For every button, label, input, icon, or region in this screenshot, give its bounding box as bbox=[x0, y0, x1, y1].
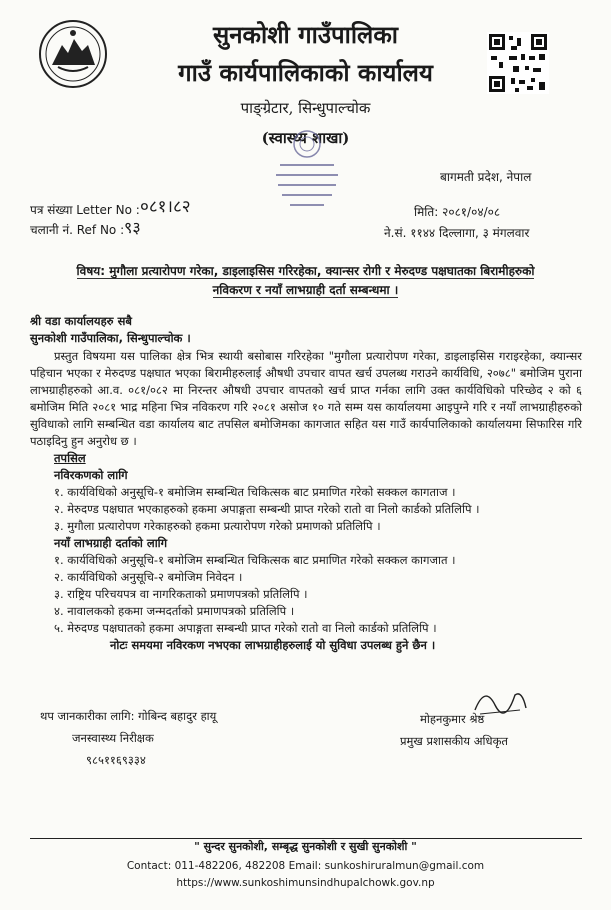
renewal-item: ३. मुगौला प्रत्यारोपण गरेकाहरुको हकमा प्रत्यारोपण गरेको प्रमाणको प्रतिलिपि । bbox=[54, 519, 381, 533]
addressee-line-1: श्री वडा कार्यालयहरु सबै bbox=[30, 314, 132, 328]
ref-number-value: ९३ bbox=[124, 218, 141, 237]
office-name: गाउँ कार्यपालिकाको कार्यालय bbox=[178, 58, 433, 87]
renewal-heading: नविरकणको लागि bbox=[54, 468, 128, 482]
new-item: ३. राष्ट्रिय परिचयपत्र वा नागरिकताको प्रमाणपत्रको प्रतिलिपि । bbox=[54, 587, 308, 601]
new-item: २. कार्यविधिको अनुसूचि-२ बमोजिम निवेदन । bbox=[54, 570, 243, 584]
office-address: पाङ्ग्रेटार, सिन्धुपाल्चोक bbox=[240, 99, 371, 117]
signatory-name: मोहनकुमार श्रेष्ठ bbox=[420, 712, 485, 726]
subject bbox=[40, 262, 571, 300]
new-item: ५. मेरुदण्ड पक्षघातको हकमा अपाङ्गता सम्बन्धी प्राप्त गरेको रातो वा निलो कार्डको प्रतिलिपि । bbox=[54, 621, 437, 635]
contact-title: जनस्वास्थ्य निरीक्षक bbox=[72, 731, 154, 745]
tapasil-heading: तपसिल bbox=[54, 451, 86, 465]
body-text bbox=[30, 348, 582, 654]
letter-number-label: पत्र संख्या Letter No : bbox=[30, 203, 140, 217]
letter-number-value: ०८१।८२ bbox=[140, 197, 191, 217]
contact-person: थप जानकारीका लागि: गोबिन्द बहादुर हायू bbox=[40, 709, 217, 723]
signatory-title: प्रमुख प्रशासकीय अधिकृत bbox=[400, 734, 508, 748]
section-name: (स्वास्थ्य शाखा) bbox=[261, 129, 350, 147]
province-text: बागमती प्रदेश, नेपाल bbox=[440, 170, 532, 184]
footer-website: https://www.sunkoshimunsindhupalchowk.gov.np bbox=[176, 877, 435, 889]
renewal-item: २. मेरुदण्ड पक्षघात भएकाहरुको हकमा अपाङ्गता सम्बन्धी प्राप्त गरेको रातो वा निलो कार्डको प्रतिलिपि । bbox=[54, 502, 480, 516]
subject-line-1: विषय: मुगौला प्रत्यारोपण गरेका, डाइलाइसिस गरिरहेका, क्यान्सर रोगी र मेरुदण्ड पक्षघातका बिरामीहरुको bbox=[76, 264, 535, 278]
nepal-sambat-date: ने.सं. ११४४ दिल्लागा, ३ मंगलवार bbox=[384, 226, 530, 240]
addressee-line-2: सुनकोशी गाउँपालिका, सिन्धुपाल्चोक । bbox=[30, 331, 191, 345]
footer-contact: Contact: 011-482206, 482208 Email: sunkoshiruralmun@gmail.com bbox=[126, 860, 485, 872]
note: नोटः समयमा नविरकण नभएका लाभग्राहीहरुलाई यो सुविधा उपलब्ध हुने छैन । bbox=[110, 638, 436, 652]
contact-phone: ९८५११६९३३४ bbox=[86, 753, 146, 767]
letter-date: मिति: २०८१/०४/०८ bbox=[414, 205, 501, 219]
new-item: ४. नावालकको हकमा जन्मदर्ताको प्रमाणपत्रको प्रतिलिपि । bbox=[54, 604, 295, 618]
ref-number-label: चलानी नं. Ref No : bbox=[30, 223, 125, 237]
office-stamp bbox=[266, 122, 348, 222]
renewal-item: १. कार्यविधिको अनुसूचि-१ बमोजिम सम्बन्धित चिकित्सक बाट प्रमाणित गरेको सक्कल कागताज । bbox=[54, 485, 456, 499]
org-name: सुनकोशी गाउँपालिका bbox=[213, 20, 398, 49]
subject-line-2: नविकरण र नयाँ लाभग्राही दर्ता सम्बन्धमा । bbox=[212, 283, 399, 297]
new-item: १. कार्यविधिको अनुसूचि-१ बमोजिम सम्बन्धित चिकित्सक बाट प्रमाणित गरेको सक्कल कागजात । bbox=[54, 553, 456, 567]
body-paragraph: प्रस्तुत विषयमा यस पालिका क्षेत्र भित्र स्थायी बसोबास गरिरहेका "मुगौला प्रत्यारोपण गरेका, डाइलाइसिस गराइरहेका, क्यान्सर पहिचान भएका र मेरुदण्ड पक्षघात भएका बिरामीहरुलाई औषधी उपचार वापत खर्च उपलब्ध गराउने कार्यविधि, २०७८" बमोजिम पुराना लाभग्राहीहरुको आ.व. ०८१/०८२ मा निरन्तर औषधी उपचार वापतको खर्च प्राप्त गर्नका लागि उक्त कार्यविधिको परिच्छेद २ को ६ बमोजिम मिति २०८१ भाद्र महिना भित्र नविकरण गरि २०८१ असोज १० गते सम्म यस कार्यालयमा आइपुग्ने गरि र नयाँ लाभग्राहीहरुको सुविधाको लागि सम्बन्धित वडा कार्यालय बाट तपसिल बमोजिमका कागजात सहित यस गाउँ कार्यपालिकाको कार्यालयमा सिफारिस गरि पठाइदिनु हुन अनुरोध छ । bbox=[30, 349, 582, 448]
footer-slogan: " सुन्दर सुनकोशी, सम्बृद्ध सुनकोशी र सुखी सुनकोशी " bbox=[194, 840, 417, 853]
new-heading: नयाँ लाभग्राही दर्ताको लागि bbox=[54, 536, 168, 550]
